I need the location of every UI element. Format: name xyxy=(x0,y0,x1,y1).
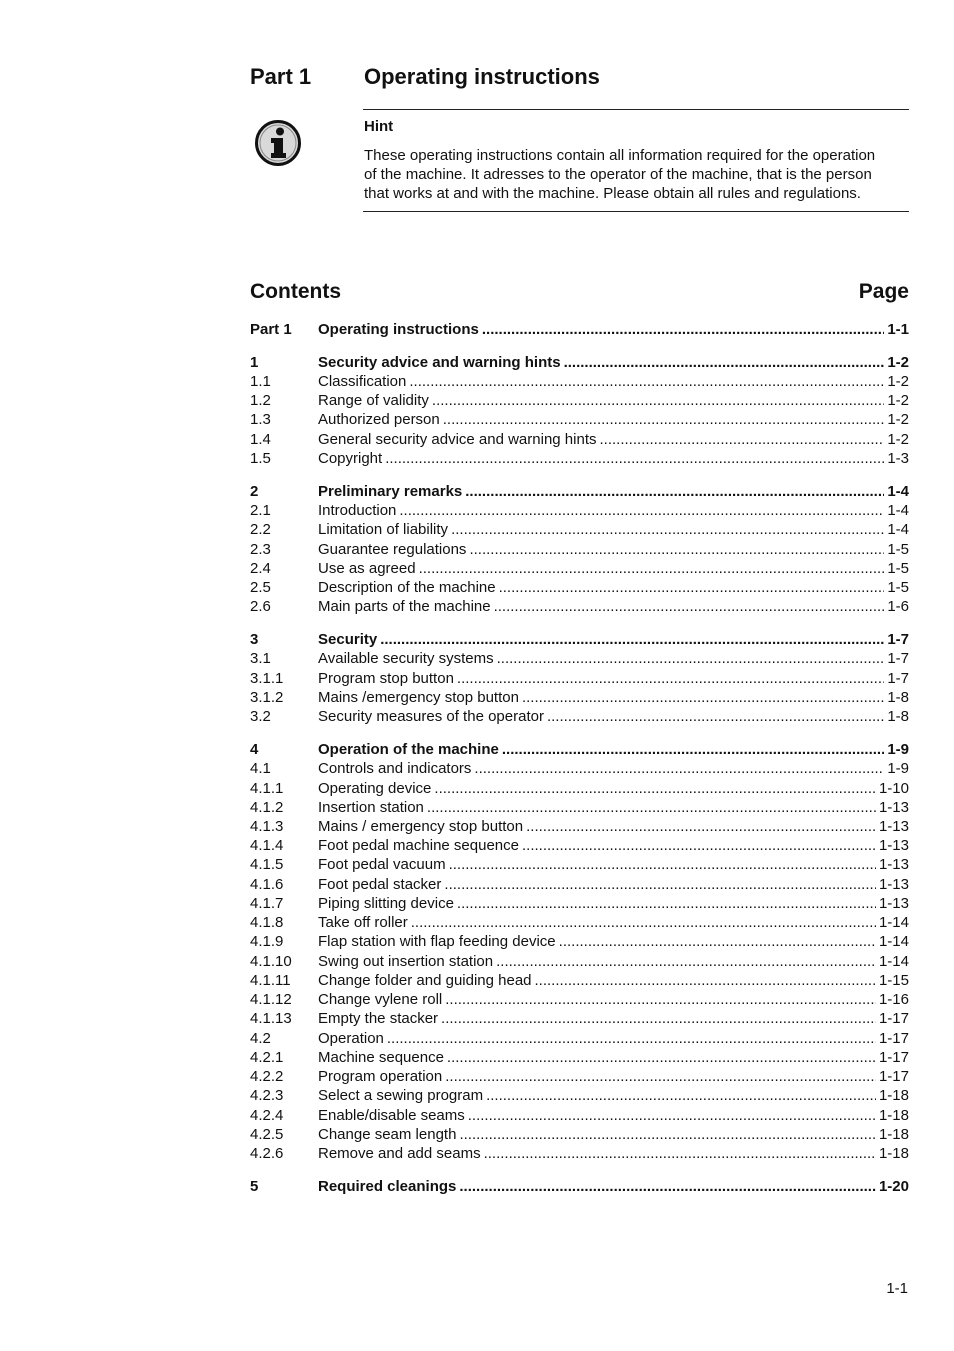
toc-entry-page: 1-5 xyxy=(887,560,909,577)
toc-entry-number: 4.1.6 xyxy=(250,876,284,893)
toc-entry-number: 2.3 xyxy=(250,541,271,558)
toc-dot-leader xyxy=(380,630,884,649)
toc-entry xyxy=(250,630,909,649)
toc-entry xyxy=(250,1125,909,1144)
toc-entry-number: 2 xyxy=(250,483,259,500)
toc-entry-title: Limitation of liability xyxy=(318,521,449,538)
hint-text xyxy=(364,146,910,203)
toc-entry-number: 3.1.2 xyxy=(250,689,284,706)
toc-entry-page: 1-16 xyxy=(878,991,909,1008)
toc-entry-title: Select a sewing program xyxy=(318,1087,484,1104)
toc-dot-leader xyxy=(432,391,884,410)
toc-entry-page: 1-2 xyxy=(887,354,909,371)
toc-entry xyxy=(250,759,909,778)
toc-entry xyxy=(250,1144,909,1163)
toc-entry xyxy=(250,1048,909,1067)
toc-entry-number: 1.3 xyxy=(250,411,271,428)
toc-dot-leader xyxy=(469,540,884,559)
toc-entry-title: Preliminary remarks xyxy=(318,483,463,500)
toc-entry-title: Operating instructions xyxy=(318,321,479,338)
toc-entry-page: 1-18 xyxy=(878,1145,909,1162)
toc-entry xyxy=(250,1029,909,1048)
toc-entry xyxy=(250,649,909,668)
toc-dot-leader xyxy=(447,1048,876,1067)
toc-entry-page: 1-20 xyxy=(878,1178,909,1195)
toc-entry-title: Operating device xyxy=(318,780,432,797)
toc-dot-leader xyxy=(427,798,876,817)
toc-entry-title: Program stop button xyxy=(318,670,454,687)
toc-entry-page: 1-2 xyxy=(887,392,909,409)
toc-dot-leader xyxy=(409,372,884,391)
toc-entry xyxy=(250,391,909,410)
toc-dot-leader xyxy=(457,669,884,688)
toc-dot-leader xyxy=(474,759,884,778)
toc-entry-number: 4.1.4 xyxy=(250,837,284,854)
toc-entry-title: Mains / emergency stop button xyxy=(318,818,524,835)
hint-line: These operating instructions contain all information required for the operation xyxy=(364,147,876,164)
toc-dot-leader xyxy=(522,836,876,855)
toc-entry-title: Insertion station xyxy=(318,799,424,816)
toc-entry-title: Main parts of the machine xyxy=(318,598,491,615)
toc-entry-title: Range of validity xyxy=(318,392,429,409)
toc-entry xyxy=(250,520,909,539)
toc-entry xyxy=(250,836,909,855)
toc-entry-number: 4.1.1 xyxy=(250,780,284,797)
toc-entry-page: 1-5 xyxy=(887,541,909,558)
toc-entry-page: 1-13 xyxy=(878,876,909,893)
toc-entry-number: Part 1 xyxy=(250,321,292,338)
toc-dot-leader xyxy=(494,597,885,616)
toc-entry xyxy=(250,688,909,707)
toc-entry-number: 4.1.11 xyxy=(250,972,291,989)
toc-dot-leader xyxy=(449,855,876,874)
toc-entry-page: 1-4 xyxy=(887,483,909,500)
toc-dot-leader xyxy=(526,817,876,836)
toc-entry-title: Introduction xyxy=(318,502,397,519)
toc-entry-title: Program operation xyxy=(318,1068,443,1085)
toc-dot-leader xyxy=(419,559,885,578)
toc-dot-leader xyxy=(465,482,884,501)
toc-entry xyxy=(250,669,909,688)
toc-entry xyxy=(250,578,909,597)
toc-entry-title: Mains /emergency stop button xyxy=(318,689,519,706)
toc-entry-title: Available security systems xyxy=(318,650,494,667)
toc-entry xyxy=(250,430,909,449)
toc-entry-page: 1-1 xyxy=(887,321,909,338)
toc-entry-number: 4.1.5 xyxy=(250,856,284,873)
toc-entry xyxy=(250,1086,909,1105)
toc-dot-leader xyxy=(499,578,885,597)
toc-entry xyxy=(250,740,909,759)
toc-entry xyxy=(250,410,909,429)
contents-header xyxy=(250,280,909,308)
toc-entry-page: 1-13 xyxy=(878,799,909,816)
toc-entry xyxy=(250,1067,909,1086)
toc-entry-number: 4.2.4 xyxy=(250,1107,284,1124)
toc-entry-title: Foot pedal machine sequence xyxy=(318,837,519,854)
toc-entry-number: 4.1.10 xyxy=(250,953,292,970)
toc-dot-leader xyxy=(564,353,885,372)
toc-entry-page: 1-2 xyxy=(887,373,909,390)
toc-entry-page: 1-4 xyxy=(887,502,909,519)
toc-entry-number: 2.4 xyxy=(250,560,271,577)
toc-entry-number: 2.5 xyxy=(250,579,271,596)
toc-dot-leader xyxy=(459,1125,876,1144)
toc-entry-number: 4 xyxy=(250,741,259,758)
toc-entry xyxy=(250,952,909,971)
toc-entry-title: Security xyxy=(318,631,378,648)
toc-entry-page: 1-13 xyxy=(878,856,909,873)
toc-entry-page: 1-18 xyxy=(878,1107,909,1124)
toc-entry xyxy=(250,798,909,817)
toc-entry-page: 1-17 xyxy=(878,1068,909,1085)
toc-entry-page: 1-5 xyxy=(887,579,909,596)
toc-entry-number: 5 xyxy=(250,1178,259,1195)
toc-entry-page: 1-10 xyxy=(878,780,909,797)
toc-entry-page: 1-13 xyxy=(878,837,909,854)
toc-dot-leader xyxy=(459,1177,876,1196)
toc-entry-page: 1-8 xyxy=(887,708,909,725)
toc-entry-title: Copyright xyxy=(318,450,383,467)
toc-entry xyxy=(250,482,909,501)
toc-entry xyxy=(250,971,909,990)
toc-entry-title: Change folder and guiding head xyxy=(318,972,532,989)
toc-entry-title: Piping slitting device xyxy=(318,895,454,912)
part-number: Part 1 xyxy=(250,64,312,89)
toc-entry xyxy=(250,855,909,874)
toc-entry-title: Required cleanings xyxy=(318,1178,457,1195)
hint-bottom-divider xyxy=(363,211,909,212)
toc-entry xyxy=(250,875,909,894)
toc-entry-page: 1-13 xyxy=(878,818,909,835)
toc-dot-leader xyxy=(443,410,885,429)
toc-dot-leader xyxy=(445,990,876,1009)
toc-entry-page: 1-8 xyxy=(887,689,909,706)
toc-entry xyxy=(250,449,909,468)
toc-entry-page: 1-14 xyxy=(878,953,909,970)
toc-entry-page: 1-3 xyxy=(887,450,909,467)
page-heading: Page xyxy=(858,280,909,303)
toc-entry-page: 1-2 xyxy=(887,431,909,448)
toc-entry-number: 1.2 xyxy=(250,392,271,409)
toc-dot-leader xyxy=(497,649,885,668)
toc-dot-leader xyxy=(547,707,884,726)
toc-entry-page: 1-6 xyxy=(887,598,909,615)
toc-entry xyxy=(250,894,909,913)
toc-entry-title: Enable/disable seams xyxy=(318,1107,465,1124)
toc-entry-number: 2.1 xyxy=(250,502,271,519)
toc-entry-title: Classification xyxy=(318,373,407,390)
toc-dot-leader xyxy=(444,875,876,894)
toc-dot-leader xyxy=(399,501,884,520)
toc-entry xyxy=(250,1009,909,1028)
toc-entry-number: 4.1 xyxy=(250,760,271,777)
info-icon xyxy=(254,119,302,167)
toc-entry-number: 3.1 xyxy=(250,650,271,667)
toc-entry-title: Foot pedal stacker xyxy=(318,876,442,893)
toc-entry-title: Take off roller xyxy=(318,914,408,931)
toc-entry-number: 4.1.13 xyxy=(250,1010,292,1027)
toc-entry xyxy=(250,320,909,339)
toc-entry-title: Change vylene roll xyxy=(318,991,443,1008)
toc-entry-page: 1-14 xyxy=(878,933,909,950)
toc-dot-leader xyxy=(451,520,884,539)
toc-entry-number: 3.1.1 xyxy=(250,670,284,687)
toc-entry-number: 4.2.2 xyxy=(250,1068,284,1085)
toc-entry-title: Change seam length xyxy=(318,1126,457,1143)
toc-entry-title: Swing out insertion station xyxy=(318,953,494,970)
toc-entry-number: 4.1.3 xyxy=(250,818,284,835)
toc-entry-page: 1-14 xyxy=(878,914,909,931)
toc-entry-page: 1-2 xyxy=(887,411,909,428)
toc-entry-title: Security measures of the operator xyxy=(318,708,544,725)
toc-entry xyxy=(250,932,909,951)
toc-entry-number: 4.2.5 xyxy=(250,1126,284,1143)
page-number: 1-1 xyxy=(886,1280,908,1297)
toc-entry xyxy=(250,540,909,559)
toc-dot-leader xyxy=(484,1144,876,1163)
toc-entry-page: 1-17 xyxy=(878,1010,909,1027)
toc-entry xyxy=(250,372,909,391)
toc-entry-title: Use as agreed xyxy=(318,560,416,577)
toc-dot-leader xyxy=(441,1009,876,1028)
toc-entry-number: 4.2.1 xyxy=(250,1049,284,1066)
toc-entry xyxy=(250,779,909,798)
toc-dot-leader xyxy=(502,740,884,759)
toc-dot-leader xyxy=(434,779,876,798)
toc-entry-title: Machine sequence xyxy=(318,1049,444,1066)
toc-entry-title: Authorized person xyxy=(318,411,440,428)
toc-entry-title: Description of the machine xyxy=(318,579,496,596)
toc-entry-number: 4.2.6 xyxy=(250,1145,284,1162)
toc-dot-leader xyxy=(387,1029,876,1048)
toc-entry-title: Guarantee regulations xyxy=(318,541,467,558)
toc-entry-number: 4.1.9 xyxy=(250,933,284,950)
toc-entry-page: 1-7 xyxy=(887,670,909,687)
toc-dot-leader xyxy=(385,449,884,468)
hint-line: that works at and with the machine. Please obtain all rules and regulations. xyxy=(364,185,861,202)
toc-dot-leader xyxy=(468,1106,876,1125)
toc-entry-number: 4.1.7 xyxy=(250,895,284,912)
toc-entry-number: 3 xyxy=(250,631,259,648)
toc-entry xyxy=(250,501,909,520)
toc-dot-leader xyxy=(599,430,884,449)
hint-top-divider xyxy=(363,109,909,110)
toc-entry-title: Flap station with flap feeding device xyxy=(318,933,556,950)
toc-entry xyxy=(250,817,909,836)
toc-entry xyxy=(250,707,909,726)
toc-dot-leader xyxy=(522,688,884,707)
part-header xyxy=(250,64,910,94)
toc-entry-number: 1.1 xyxy=(250,373,271,390)
toc-entry-page: 1-13 xyxy=(878,895,909,912)
toc-entry-number: 3.2 xyxy=(250,708,271,725)
toc-dot-leader xyxy=(445,1067,876,1086)
toc-dot-leader xyxy=(559,932,876,951)
toc-entry-number: 4.1.12 xyxy=(250,991,292,1008)
toc-dot-leader xyxy=(535,971,876,990)
toc-entry-title: Foot pedal vacuum xyxy=(318,856,446,873)
toc-entry-number: 1.4 xyxy=(250,431,271,448)
toc-entry-title: Security advice and warning hints xyxy=(318,354,561,371)
toc-entry-title: Empty the stacker xyxy=(318,1010,439,1027)
toc-entry-page: 1-17 xyxy=(878,1030,909,1047)
toc-entry xyxy=(250,1106,909,1125)
toc-entry-number: 2.6 xyxy=(250,598,271,615)
toc-entry-page: 1-7 xyxy=(887,631,909,648)
toc-entry-number: 4.1.8 xyxy=(250,914,284,931)
toc-entry-number: 4.2.3 xyxy=(250,1087,284,1104)
toc-entry-number: 2.2 xyxy=(250,521,271,538)
part-title: Operating instructions xyxy=(364,64,600,89)
contents-heading: Contents xyxy=(250,280,341,303)
toc-entry-page: 1-18 xyxy=(878,1126,909,1143)
toc-dot-leader xyxy=(482,320,884,339)
toc-dot-leader xyxy=(486,1086,876,1105)
toc-dot-leader xyxy=(411,913,876,932)
toc-entry-number: 1 xyxy=(250,354,259,371)
hint-title: Hint xyxy=(364,118,394,135)
toc-entry-page: 1-18 xyxy=(878,1087,909,1104)
toc-dot-leader xyxy=(457,894,876,913)
toc-entry-number: 4.2 xyxy=(250,1030,271,1047)
toc-entry-page: 1-4 xyxy=(887,521,909,538)
toc-entry-page: 1-9 xyxy=(887,760,909,777)
hint-line: of the machine. It adresses to the operator of the machine, that is the person xyxy=(364,166,872,183)
toc-entry-title: Remove and add seams xyxy=(318,1145,481,1162)
toc-entry-page: 1-9 xyxy=(887,741,909,758)
toc-dot-leader xyxy=(496,952,876,971)
toc-entry-number: 4.1.2 xyxy=(250,799,284,816)
toc-entry xyxy=(250,353,909,372)
toc-entry-title: Operation of the machine xyxy=(318,741,499,758)
toc-entry-title: Controls and indicators xyxy=(318,760,472,777)
toc-entry xyxy=(250,1177,909,1196)
toc-entry-number: 1.5 xyxy=(250,450,271,467)
toc-entry xyxy=(250,990,909,1009)
toc-entry xyxy=(250,913,909,932)
toc-entry-page: 1-15 xyxy=(878,972,909,989)
toc-entry-page: 1-7 xyxy=(887,650,909,667)
toc-entry xyxy=(250,559,909,578)
toc-entry-title: Operation xyxy=(318,1030,384,1047)
toc-entry-title: General security advice and warning hints xyxy=(318,431,597,448)
toc-entry xyxy=(250,597,909,616)
toc-entry-page: 1-17 xyxy=(878,1049,909,1066)
